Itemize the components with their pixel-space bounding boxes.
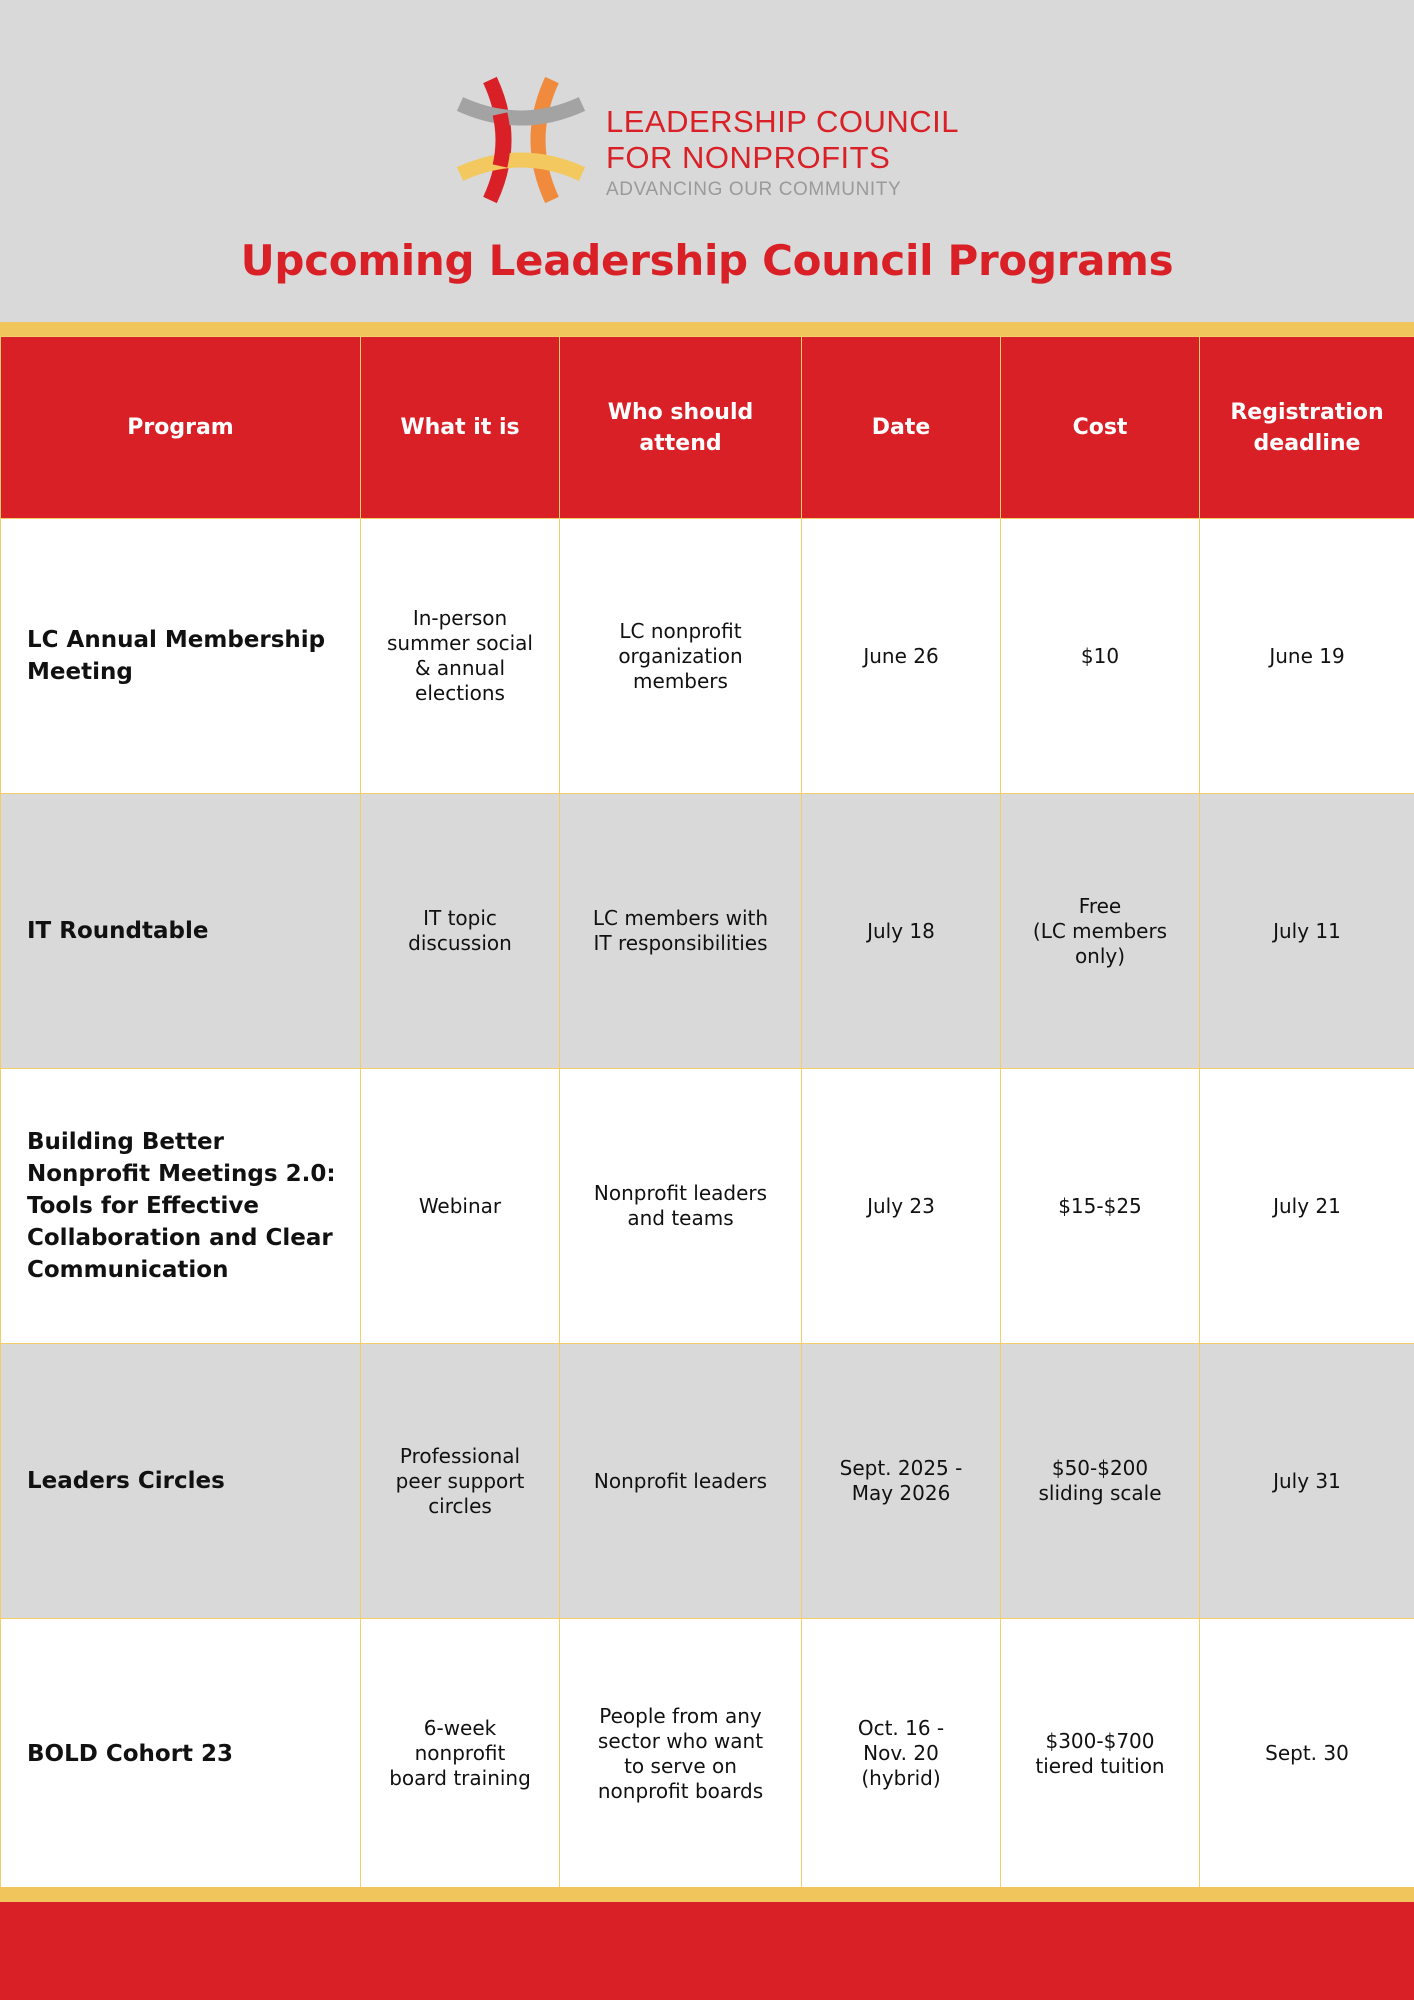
interlocking-arcs-logo-icon (456, 74, 586, 206)
program-date: July 23 (802, 1069, 1001, 1344)
table-header-row (1, 337, 1414, 519)
column-header-date: Date (802, 337, 1001, 519)
program-cost: $50-$200 sliding scale (1001, 1344, 1200, 1619)
programs-table (0, 336, 1414, 1889)
program-name: Leaders Circles (1, 1344, 361, 1619)
table-row (1, 1619, 1414, 1889)
program-description: IT topic discussion (361, 794, 560, 1069)
footer-red-band (0, 1902, 1414, 2000)
logo-tagline: ADVANCING OUR COMMUNITY (606, 179, 902, 200)
program-deadline: July 11 (1200, 794, 1414, 1069)
program-audience: LC members with IT responsibilities (560, 794, 802, 1069)
table-row (1, 1069, 1414, 1344)
program-description: Professional peer support circles (361, 1344, 560, 1619)
program-date: Sept. 2025 - May 2026 (802, 1344, 1001, 1619)
table-row (1, 1344, 1414, 1619)
logo-wordmark (606, 104, 959, 201)
table-row (1, 519, 1414, 794)
program-name: LC Annual Membership Meeting (1, 519, 361, 794)
program-cost: $300-$700 tiered tuition (1001, 1619, 1200, 1889)
program-audience: People from any sector who want to serve on nonprofit boards (560, 1619, 802, 1889)
program-name: Building Better Nonprofit Meetings 2.0: Tools for Effective Collaboration and Clear Communication (1, 1069, 361, 1344)
program-date: July 18 (802, 794, 1001, 1069)
logo-line-1: LEADERSHIP COUNCIL (606, 104, 959, 139)
program-audience: LC nonprofit organization members (560, 519, 802, 794)
bottom-gold-band (0, 1887, 1414, 1902)
page-header (0, 0, 1414, 322)
program-audience: Nonprofit leaders (560, 1344, 802, 1619)
program-description: In-person summer social & annual elections (361, 519, 560, 794)
top-gold-band (0, 322, 1414, 336)
column-header-what: What it is (361, 337, 560, 519)
column-header-cost: Cost (1001, 337, 1200, 519)
column-header-deadline: Registration deadline (1200, 337, 1414, 519)
program-date: Oct. 16 - Nov. 20 (hybrid) (802, 1619, 1001, 1889)
page-title: Upcoming Leadership Council Programs (240, 236, 1174, 285)
program-name: BOLD Cohort 23 (1, 1619, 361, 1889)
program-audience: Nonprofit leaders and teams (560, 1069, 802, 1344)
program-deadline: July 21 (1200, 1069, 1414, 1344)
column-header-program: Program (1, 337, 361, 519)
logo-line-2: FOR NONPROFITS (606, 140, 891, 175)
program-deadline: July 31 (1200, 1344, 1414, 1619)
organization-logo (456, 74, 976, 206)
program-cost: $15-$25 (1001, 1069, 1200, 1344)
program-description: 6-week nonprofit board training (361, 1619, 560, 1889)
program-name: IT Roundtable (1, 794, 361, 1069)
program-cost: $10 (1001, 519, 1200, 794)
program-cost: Free (LC members only) (1001, 794, 1200, 1069)
column-header-who: Who should attend (560, 337, 802, 519)
program-deadline: June 19 (1200, 519, 1414, 794)
program-description: Webinar (361, 1069, 560, 1344)
program-date: June 26 (802, 519, 1001, 794)
program-deadline: Sept. 30 (1200, 1619, 1414, 1889)
table-row (1, 794, 1414, 1069)
